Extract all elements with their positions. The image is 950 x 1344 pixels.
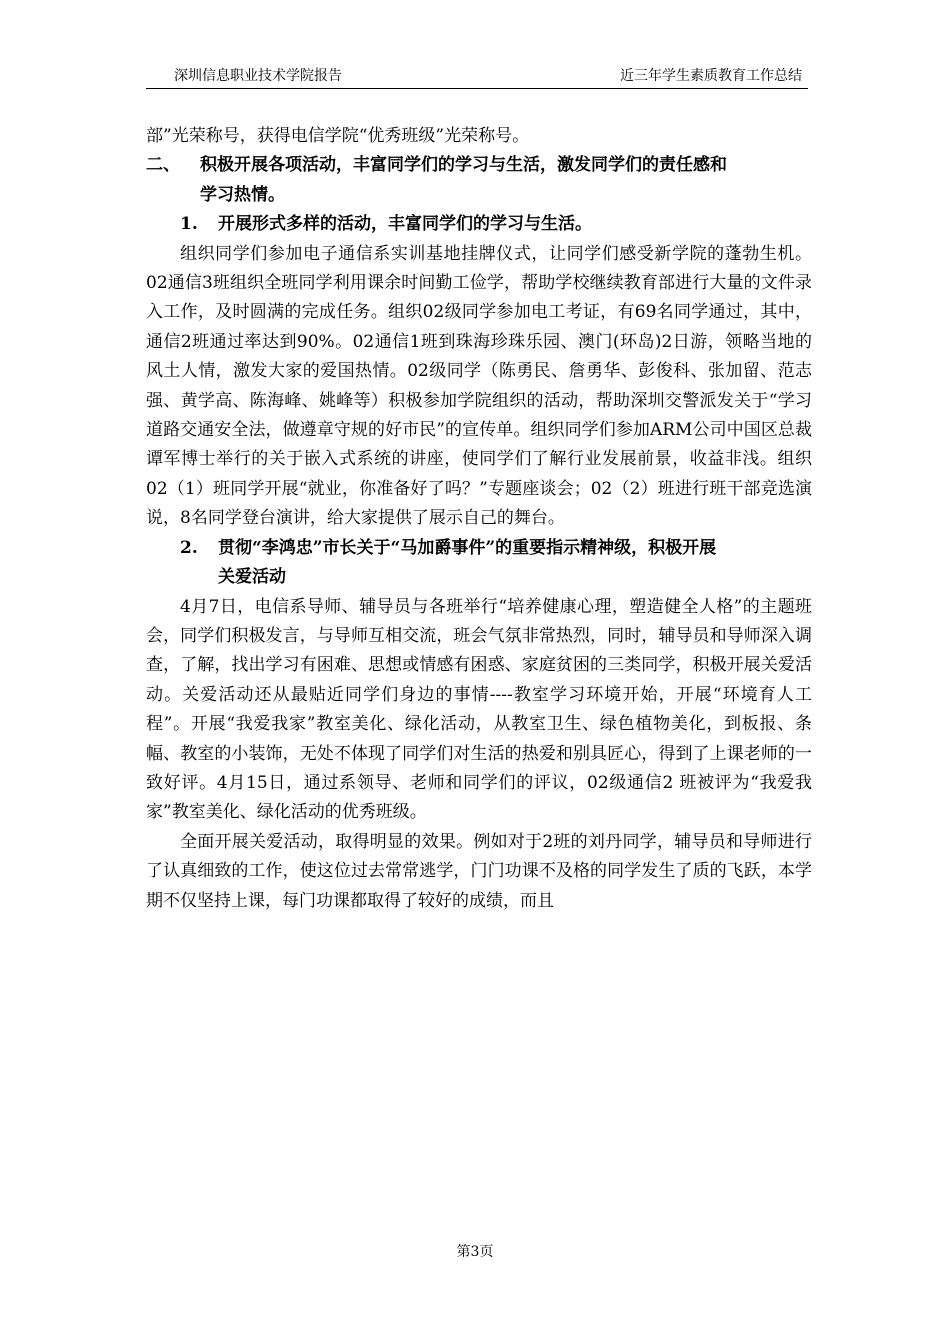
section-title-line2: 学习热情。 [200, 184, 285, 205]
subsection-heading-1 [146, 210, 812, 239]
subsection-number: 2. [180, 537, 198, 558]
subsection-title-line2: 关爱活动 [218, 567, 286, 588]
subsection-title: 开展形式多样的活动，丰富同学们的学习与生活。 [218, 214, 592, 235]
subsection-title-line1: 贯彻“李鸿忠”市长关于“马加爵事件”的重要指示精神级，积极开展 [218, 537, 717, 558]
paragraph-results: 全面开展关爱活动，取得明显的效果。例如对于2班的刘丹同学，辅导员和导师进行了认真细致的工作，使这位过去常常逃学，门门功课不及格的同学发生了质的飞跃，本学期不仅坚持上课，每门功课都取得了较好的成绩，而且 [146, 831, 812, 911]
header-right-title: 近三年学生素质教育工作总结 [620, 68, 802, 84]
page-header [146, 64, 808, 89]
section-title-line1: 积极开展各项活动，丰富同学们的学习与生活，激发同学们的责任感和 [200, 155, 727, 176]
paragraph-care-activities: 4月7日，电信系导师、辅导员与各班举行“培养健康心理，塑造健全人格”的主题班会，同学们积极发言，与导师互相交流，班会气氛非常热烈，同时，辅导员和导师深入调查，了解，找出学习有困难、思想或情感有困惑、家庭贫困的三类同学，积极开展关爱活动。关爱活动还从最贴近同学们身边的事情----教室学习环境开始，开展“环境育人工程”。开展“我爱我家”教室美化、绿化活动，从教室卫生、绿色植物美化，到板报、条幅、教室的小装饰，无处不体现了同学们对生活的热爱和别具匠心，得到了上课老师的一致好评。4月15日，通过系领导、老师和同学们的评议，02级通信2 班被评为“我爱我家”教室美化、绿化活动的优秀班级。 [146, 596, 812, 823]
page-number: 第3页 [456, 1244, 494, 1260]
subsection-number: 1. [180, 214, 198, 235]
header-left-title: 深圳信息职业技术学院报告 [174, 68, 342, 84]
body-content [146, 122, 812, 916]
section-heading-2 [146, 151, 812, 210]
paragraph-activities: 组织同学们参加电子通信系实训基地挂牌仪式，让同学们感受新学院的蓬勃生机。02通信3班组织全班同学利用课余时间勤工俭学，帮助学校继续教育部进行大量的文件录入工作，及时圆满的完成任务。组织02级同学参加电工考证，有69名同学通过，其中，通信2班通过率达到90%。02通信1班到珠海珍珠乐园、澳门(环岛)2日游，领略当地的风土人情，激发大家的爱国热情。02级同学（陈勇民、詹勇华、彭俊科、张加留、范志强、黄学高、陈海峰、姚峰等）积极参加学院组织的活动，帮助深圳交警派发关于“学习道路交通安全法，做遵章守规的好市民”的宣传单。组织同学们参加ARM公司中国区总裁谭军博士举行的关于嵌入式系统的讲座，使同学们了解行业发展前景，收益非浅。组织02（1）班同学开展“就业，你准备好了吗？”专题座谈会；02（2）班进行班干部竞选演说，8名同学登台演讲，给大家提供了展示自己的舞台。 [146, 243, 812, 529]
intro-paragraph: 部”光荣称号，获得电信学院“优秀班级”光荣称号。 [146, 126, 530, 146]
section-number: 二、 [146, 155, 180, 176]
page-footer [0, 1242, 950, 1262]
subsection-heading-2 [146, 534, 812, 593]
